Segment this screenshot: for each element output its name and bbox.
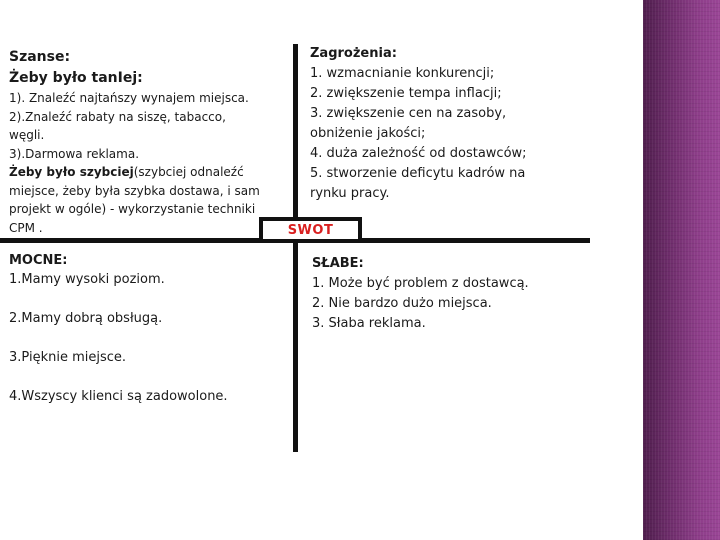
mocne-item: 1.Mamy wysoki poziom. xyxy=(9,272,165,287)
szanse-line: projekt w ogóle) - wykorzystanie techniki xyxy=(9,202,256,216)
zagrozenia-item: 5. stworzenie deficytu kadrów na xyxy=(310,166,526,181)
szanse-line: węgli. xyxy=(9,128,45,142)
zagrozenia-item: obniżenie jakości; xyxy=(310,126,426,141)
swot-label: SWOT xyxy=(287,222,334,238)
szanse-quadrant xyxy=(9,47,279,237)
vertical-divider xyxy=(293,44,298,452)
szanse-line: miejsce, żeby była szybka dostawa, i sam xyxy=(9,183,260,198)
zagrozenia-item: rynku pracy. xyxy=(310,186,390,201)
slabe-item: 2. Nie bardzo dużo miejsca. xyxy=(312,296,492,311)
zagrozenia-item: 2. zwiększenie tempa inflacji; xyxy=(310,86,502,101)
mocne-quadrant xyxy=(9,251,279,406)
szanse-subtitle: Żeby było tanIej: xyxy=(9,70,143,86)
slabe-item: 3. Słaba reklama. xyxy=(312,316,426,331)
decorative-side-band xyxy=(643,0,720,540)
szanse-line xyxy=(9,163,279,182)
zagrozenia-quadrant xyxy=(310,44,600,204)
zagrozenia-title: Zagrożenia: xyxy=(310,46,397,61)
szanse-bold-phrase: Żeby było szybciej xyxy=(9,165,134,179)
mocne-title: MOCNE: xyxy=(9,253,68,268)
szanse-title: Szanse: xyxy=(9,49,71,65)
mocne-item: 2.Mamy dobrą obsługą. xyxy=(9,311,163,326)
szanse-line: CPM . xyxy=(9,220,43,235)
zagrozenia-item: 3. zwiększenie cen na zasoby, xyxy=(310,106,507,121)
slabe-quadrant xyxy=(312,254,612,334)
szanse-line: 1). Znaleźć najtańszy wynajem miejsca. xyxy=(9,91,249,105)
szanse-line: 3).Darmowa reklama. xyxy=(9,146,140,161)
szanse-line-rest: (szybciej odnaleźć xyxy=(133,165,244,179)
zagrozenia-item: 1. wzmacnianie konkurencji; xyxy=(310,66,495,81)
mocne-item: 4.Wszyscy klienci są zadowolone. xyxy=(9,389,228,404)
szanse-line: 2).Znaleźć rabaty na siszę, tabacco, xyxy=(9,109,226,124)
slabe-item: 1. Może być problem z dostawcą. xyxy=(312,276,529,291)
slabe-title: SŁABE: xyxy=(312,256,364,271)
szanse-body xyxy=(9,89,279,237)
mocne-item: 3.Pięknie miejsce. xyxy=(9,350,127,365)
zagrozenia-item: 4. duża zależność od dostawców; xyxy=(310,146,527,161)
